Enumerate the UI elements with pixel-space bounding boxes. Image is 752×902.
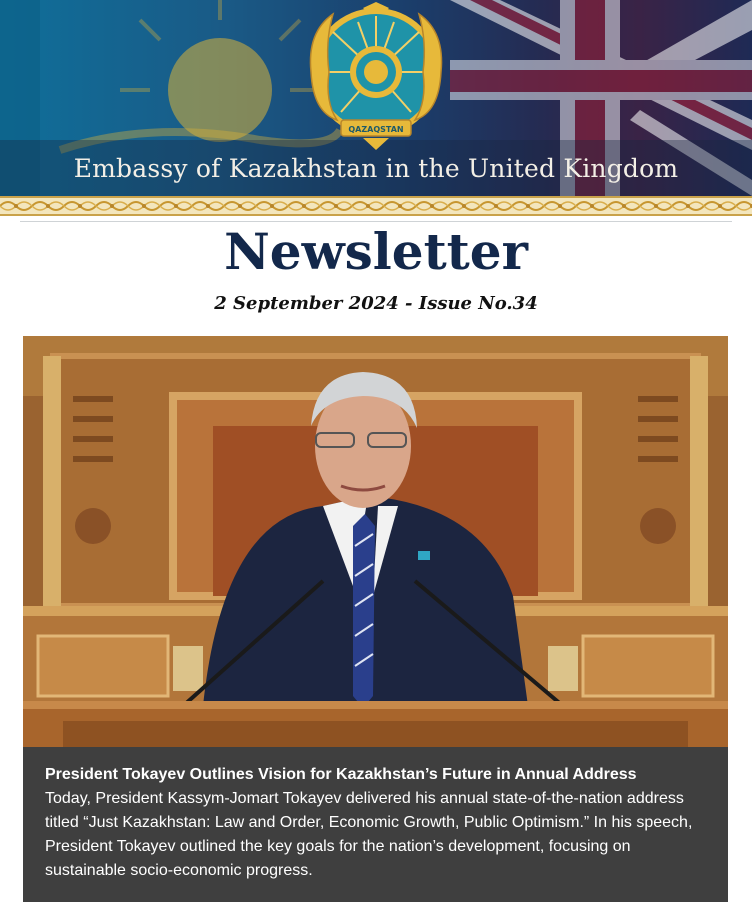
issue-date: 2 September 2024 - Issue No.34: [214, 293, 538, 314]
president-speech-image: [23, 336, 728, 747]
emblem-text: QAZAQSTAN: [348, 125, 404, 134]
article-photo: [23, 336, 728, 747]
article-body: Today, President Kassym-Jomart Tokayev delivered his annual state-of-the-nation address titled “Just Kazakhstan: Law and Order, Economic Growth, Public Optimism.” In his speech, President Tokayev outlined the key goals for the nation’s development, focusing on sustainable socio-economic progress.: [45, 790, 693, 879]
kz-sun-icon: [168, 38, 272, 142]
ornament-border: [0, 196, 752, 216]
article-caption: [23, 747, 728, 902]
newsletter-title: Newsletter: [224, 222, 528, 281]
kazakhstan-emblem-icon: [303, 2, 449, 152]
ornament-pattern-icon: [0, 198, 752, 214]
article-title[interactable]: President Tokayev Outlines Vision for Kazakhstan’s Future in Annual Address: [45, 766, 637, 783]
embassy-title: Embassy of Kazakhstan in the United Kingdom: [73, 154, 679, 183]
header-banner: [0, 0, 752, 196]
